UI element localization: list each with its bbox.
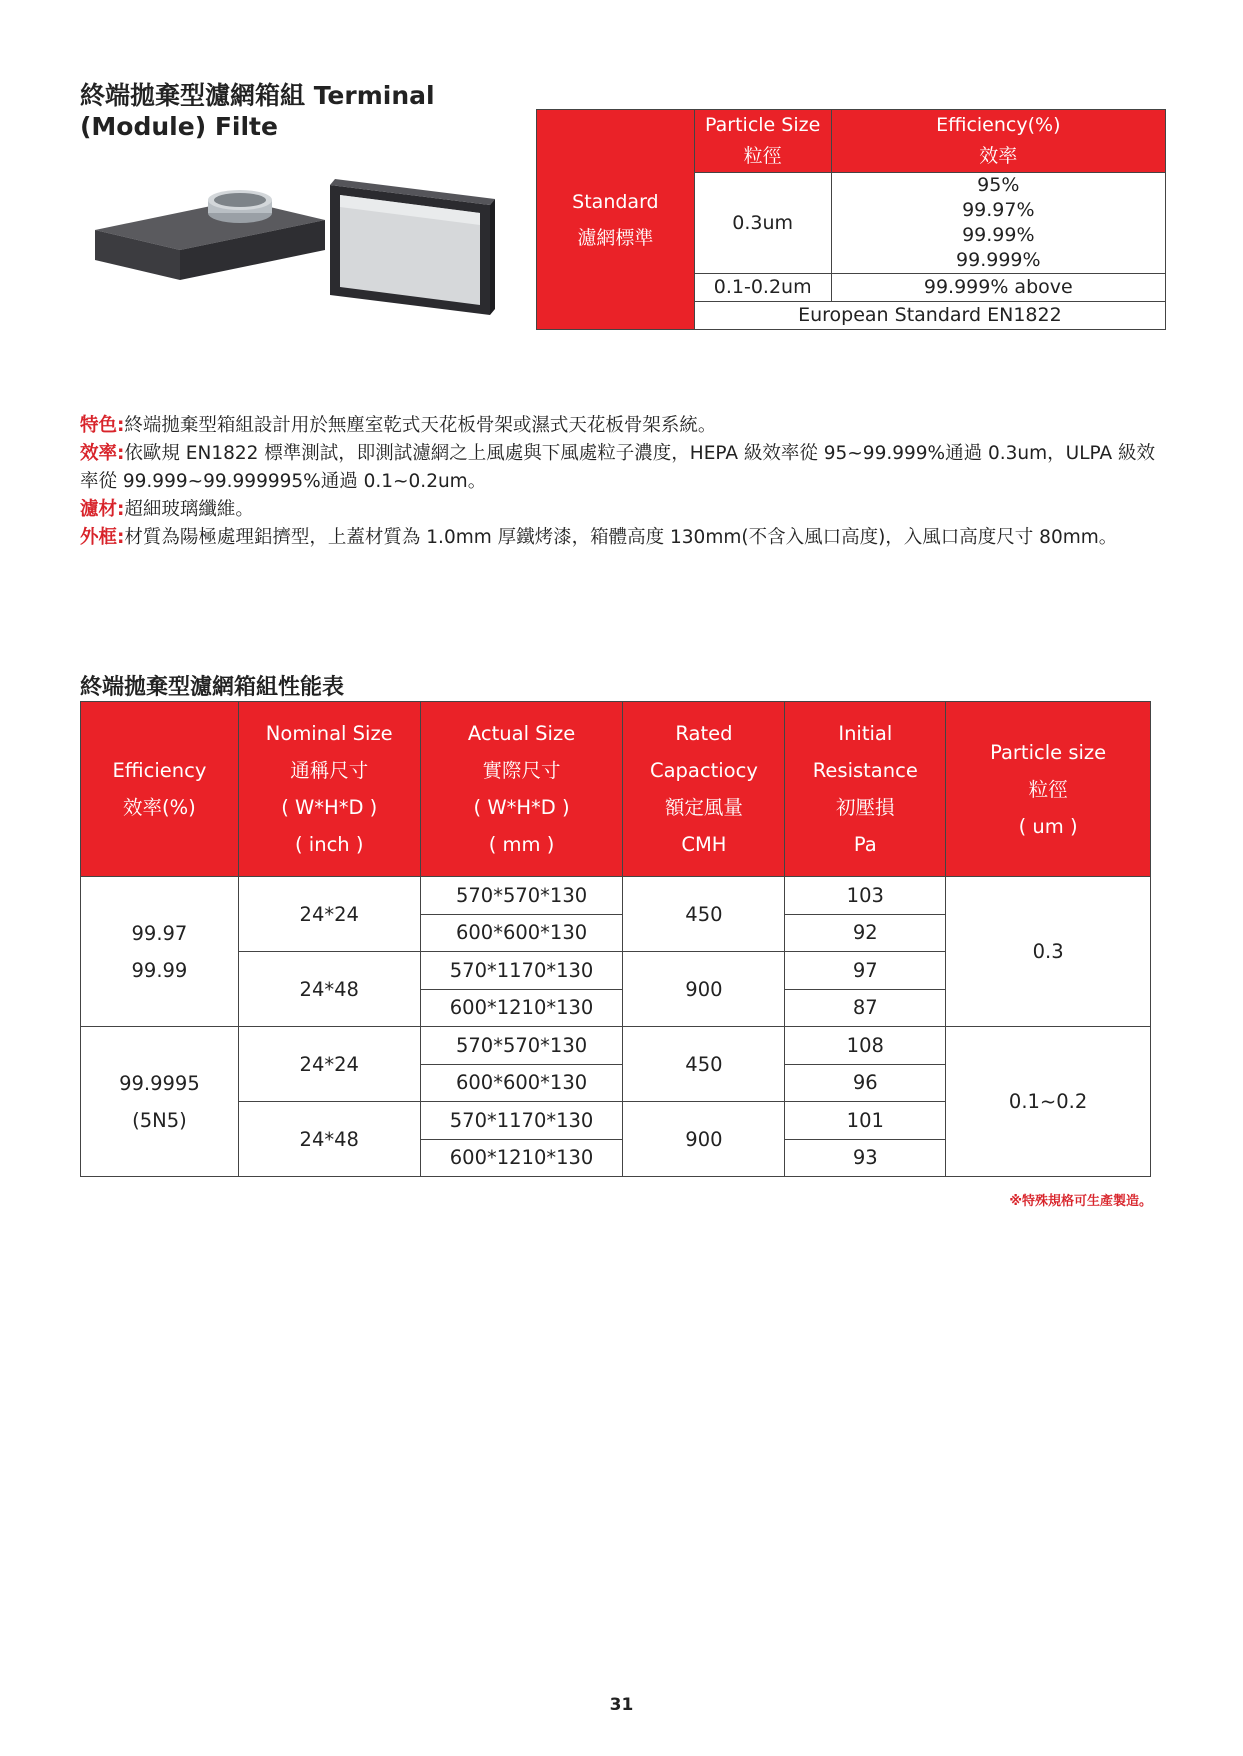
resistance-cell: 93 — [785, 1139, 946, 1177]
feature-line: 外框:材質為陽極處理鋁擠型，上蓋材質為 1.0mm 厚鐵烤漆，箱體高度 130mm(不含入風口高度)，入風口高度尺寸 80mm。 — [80, 527, 1118, 548]
standard-label-zh: 濾網標準 — [577, 226, 654, 249]
feature-line: 特色:終端拋棄型箱組設計用於無塵室乾式天花板骨架或濕式天花板骨架系統。 — [80, 415, 717, 436]
particle-size-cell: 0.3 — [946, 877, 1151, 1027]
efficiency-header: Efficiency(%) 效率 — [831, 110, 1165, 173]
actual-size-cell: 570*570*130 — [420, 1027, 623, 1065]
actual-size-cell: 570*1170*130 — [420, 952, 623, 990]
actual-size-cell: 570*570*130 — [420, 877, 623, 915]
page-number: 31 — [609, 1695, 634, 1715]
standard-label-cell — [537, 110, 695, 330]
particle-size-header: Particle Size 粒徑 — [694, 110, 831, 173]
page-title: 終端拋棄型濾網箱組 Terminal (Module) Filte — [80, 81, 435, 141]
header-rated-capacity: Rated Capactiocy 額定風量 CMH — [623, 702, 785, 877]
header-initial-resistance: Initial Resistance 初壓損 Pa — [785, 702, 946, 877]
resistance-cell: 92 — [785, 914, 946, 952]
standard-footer: European Standard EN1822 — [694, 302, 1165, 330]
capacity-cell: 450 — [623, 877, 785, 952]
header-particle-size: Particle size 粒徑 ( um ) — [946, 702, 1151, 877]
nominal-size-cell: 24*24 — [238, 877, 420, 952]
table-row — [81, 1027, 1151, 1065]
special-spec-note: ※特殊規格可生產製造。 — [1009, 1194, 1152, 1209]
actual-size-cell: 600*600*130 — [420, 1064, 623, 1102]
particle-size-cell: 0.1-0.2um — [694, 274, 831, 302]
nominal-size-cell: 24*24 — [238, 1027, 420, 1102]
nominal-size-cell: 24*48 — [238, 952, 420, 1027]
particle-size-cell: 0.1~0.2 — [946, 1027, 1151, 1177]
resistance-cell: 101 — [785, 1102, 946, 1140]
capacity-cell: 900 — [623, 1102, 785, 1177]
product-image — [90, 165, 520, 315]
particle-size-cell: 0.3um — [694, 173, 831, 274]
resistance-cell: 87 — [785, 989, 946, 1027]
performance-table-title: 終端拋棄型濾網箱組性能表 — [80, 675, 345, 700]
resistance-cell: 97 — [785, 952, 946, 990]
table-row — [81, 877, 1151, 915]
efficiency-cell: 99.999% above — [831, 274, 1165, 302]
capacity-cell: 450 — [623, 1027, 785, 1102]
feature-line: 濾材:超細玻璃纖維。 — [80, 499, 254, 520]
header-nominal-size: Nominal Size 通稱尺寸 ( W*H*D ) ( inch ) — [238, 702, 420, 877]
feature-description — [80, 412, 1170, 552]
efficiency-cell: 99.97 99.99 — [81, 877, 239, 1027]
standard-table — [536, 109, 1166, 330]
header-actual-size: Actual Size 實際尺寸 ( W*H*D ) ( mm ) — [420, 702, 623, 877]
actual-size-cell: 600*1210*130 — [420, 989, 623, 1027]
capacity-cell: 900 — [623, 952, 785, 1027]
performance-table — [80, 701, 1151, 1177]
resistance-cell: 96 — [785, 1064, 946, 1102]
header-efficiency: Efficiency 效率(%) — [81, 702, 239, 877]
efficiency-cell: 95% 99.97% 99.99% 99.999% — [831, 173, 1165, 274]
nominal-size-cell: 24*48 — [238, 1102, 420, 1177]
actual-size-cell: 570*1170*130 — [420, 1102, 623, 1140]
actual-size-cell: 600*600*130 — [420, 914, 623, 952]
feature-line: 效率:依歐規 EN1822 標準測試，即測試濾網之上風處與下風處粒子濃度，HEPA 級效率從 95~99.999%通過 0.3um，ULPA 級效率從 99.999~99.999995%通過 0.1~0.2um。 — [80, 443, 1156, 492]
efficiency-cell: 99.9995 (5N5) — [81, 1027, 239, 1177]
resistance-cell: 108 — [785, 1027, 946, 1065]
standard-label-en: Standard — [572, 190, 659, 213]
performance-header-row — [81, 702, 1151, 877]
resistance-cell: 103 — [785, 877, 946, 915]
actual-size-cell: 600*1210*130 — [420, 1139, 623, 1177]
